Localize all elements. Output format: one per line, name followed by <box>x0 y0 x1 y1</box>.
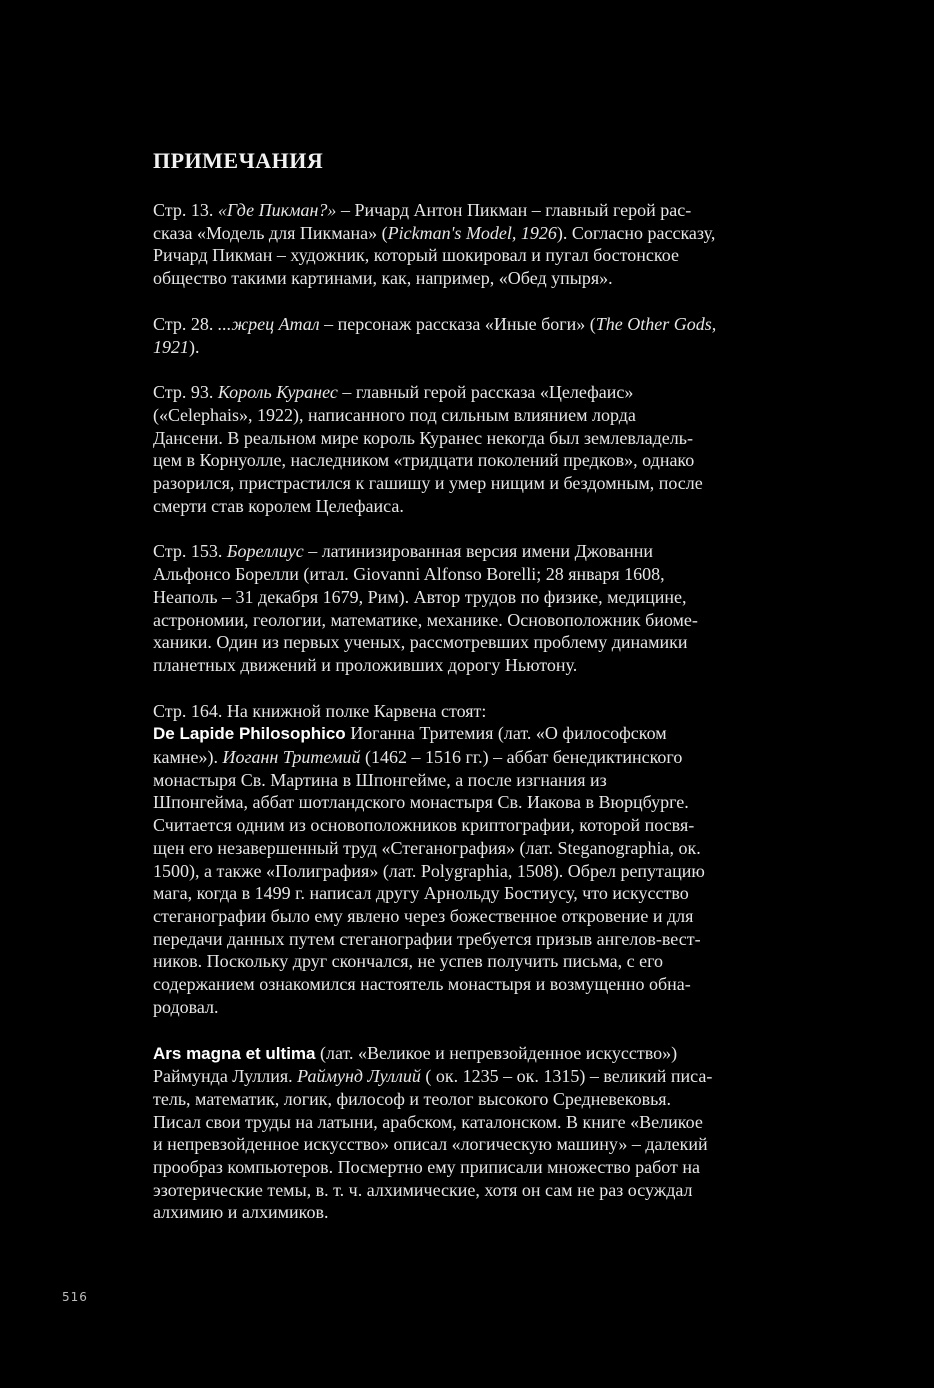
text-segment: ( ок. 1235 – ок. 1315) – великий писа- <box>420 1066 713 1087</box>
text-line <box>153 1156 796 1179</box>
text-segment: – главный герой рассказа «Целефаис» <box>337 382 634 403</box>
note-paragraph <box>153 700 796 1019</box>
notes-list <box>153 199 796 1247</box>
italic-text: Pickman's Model, 1926 <box>387 222 557 243</box>
text-line <box>153 1065 796 1088</box>
text-segment: алхимию и алхимиков. <box>153 1202 329 1223</box>
text-segment: Стр. 93. <box>153 382 218 403</box>
text-line <box>153 244 796 267</box>
text-segment: прообраз компьютеров. Посмертно ему приписали множество работ на <box>153 1157 700 1178</box>
text-line <box>153 791 796 814</box>
text-line <box>153 472 796 495</box>
text-segment: Дансени. В реальном мире король Куранес некогда был землевладель- <box>153 427 693 448</box>
text-segment: сказа «Модель для Пикмана» ( <box>153 222 388 243</box>
text-segment: ). Согласно рассказу, <box>556 222 716 243</box>
text-line <box>153 700 796 723</box>
text-segment: Писал свои труды на латыни, арабском, каталонском. В книге «Великое <box>153 1111 703 1132</box>
text-line <box>153 654 796 677</box>
text-segment: планетных движений и проложивших дорогу Ньютону. <box>153 654 578 675</box>
italic-text: ...жрец Атал <box>217 313 320 334</box>
text-line <box>153 586 796 609</box>
text-segment: (лат. «Великое и непревзойденное искусство») <box>315 1042 678 1063</box>
text-segment: и непревзойденное искусство» описал «логическую машину» – далекий <box>153 1134 708 1155</box>
note-paragraph <box>153 381 796 517</box>
text-line <box>153 973 796 996</box>
text-line <box>153 905 796 928</box>
text-segment: («Celephais», 1922), написанного под сильным влиянием лорда <box>153 404 636 425</box>
text-line <box>153 950 796 973</box>
bold-title: De Lapide Philosophico <box>153 724 346 744</box>
text-line <box>153 1179 796 1202</box>
text-segment: Раймунда Луллия. <box>153 1066 298 1087</box>
text-line <box>153 1111 796 1134</box>
text-segment: Альфонсо Борелли (итал. Giovanni Alfonso Borelli; 28 января 1608, <box>153 564 665 585</box>
text-line <box>153 563 796 586</box>
text-segment: камне»). <box>153 747 223 768</box>
text-line <box>153 1201 796 1224</box>
text-segment: Иоганна Тритемия (лат. «О философском <box>345 723 667 744</box>
text-segment: содержанием ознакомился настоятель монастыря и возмущенно обна- <box>153 974 691 995</box>
text-segment: цем в Корнуолле, наследником «тридцати поколений предков», однако <box>153 450 695 471</box>
italic-text: Иоганн Тритемий <box>222 747 361 768</box>
text-segment: Стр. 164. На книжной полке Карвена стоят: <box>153 700 487 721</box>
note-paragraph <box>153 540 796 676</box>
text-line <box>153 381 796 404</box>
text-segment: ханики. Один из первых ученых, рассмотревших проблему динамики <box>153 632 688 653</box>
text-line <box>153 928 796 951</box>
italic-text: «Где Пикман?» <box>217 200 337 220</box>
text-line <box>153 631 796 654</box>
text-segment: Ричард Пикман – художник, который шокировал и пугал бостонское <box>153 245 679 266</box>
text-segment: монастыря Св. Мартина в Шпонгейме, а после изгнания из <box>153 769 607 790</box>
italic-text: 1921 <box>153 336 189 357</box>
page-heading: ПРИМЕЧАНИЯ <box>153 148 324 173</box>
text-line <box>153 199 796 222</box>
text-line <box>153 540 796 563</box>
text-segment: передачи данных путем стеганографии требуется призыв ангелов-вест- <box>153 928 701 949</box>
text-segment: Неаполь – 31 декабря 1679, Рим). Автор трудов по физике, медицине, <box>153 586 687 607</box>
text-line <box>153 609 796 632</box>
text-line <box>153 1042 796 1066</box>
text-line <box>153 746 796 769</box>
text-segment: щен его незавершенный труд «Стеганография» (лат. Steganographia, ок. <box>153 837 701 858</box>
text-segment: – латинизированная версия имени Джованни <box>303 541 653 562</box>
text-line <box>153 882 796 905</box>
text-line <box>153 449 796 472</box>
text-line <box>153 837 796 860</box>
page-number: 516 <box>62 1290 88 1304</box>
text-segment: – Ричард Антон Пикман – главный герой рас- <box>336 200 692 220</box>
text-line <box>153 996 796 1019</box>
text-segment: астрономии, геологии, математике, механике. Основоположник биоме- <box>153 609 698 630</box>
italic-text: The Other Gods, <box>595 313 717 334</box>
text-line <box>153 860 796 883</box>
text-line <box>153 404 796 427</box>
text-segment: Стр. 28. <box>153 313 218 334</box>
note-paragraph <box>153 313 796 358</box>
text-segment: тель, математик, логик, философ и теолог высокого Средневековья. <box>153 1088 672 1109</box>
note-paragraph <box>153 199 796 290</box>
note-paragraph <box>153 1042 796 1225</box>
italic-text: Король Куранес <box>217 382 338 403</box>
text-segment: – персонаж рассказа «Иные боги» ( <box>319 313 596 334</box>
text-segment: эзотерические темы, в. т. ч. алхимические, хотя он сам не раз осуждал <box>153 1179 693 1200</box>
text-line <box>153 427 796 450</box>
text-segment: ). <box>189 336 200 357</box>
text-line <box>153 814 796 837</box>
text-segment: родовал. <box>153 996 219 1017</box>
text-line <box>153 336 796 359</box>
text-segment: 1500), а также «Полиграфия» (лат. Polygraphia, 1508). Обрел репутацию <box>153 860 705 881</box>
text-line <box>153 769 796 792</box>
text-segment: Стр. 153. <box>153 541 227 562</box>
text-segment: стеганографии было ему явлено через божественное откровение и для <box>153 905 694 926</box>
text-line <box>153 222 796 245</box>
text-segment: (1462 – 1516 гг.) – аббат бенедиктинского <box>360 747 683 768</box>
text-line <box>153 1088 796 1111</box>
text-line <box>153 267 796 290</box>
italic-text: Бореллиус <box>226 541 304 562</box>
text-line <box>153 495 796 518</box>
text-line <box>153 722 796 746</box>
text-segment: Стр. 13. <box>153 200 218 220</box>
text-segment: общество такими картинами, как, например, «Обед упыря». <box>153 268 613 289</box>
text-segment: смерти став королем Целефаиса. <box>153 495 404 516</box>
text-segment: мага, когда в 1499 г. написал другу Арнольду Бостиусу, что искусство <box>153 883 689 904</box>
bold-title: Ars magna et ultima <box>153 1043 316 1063</box>
text-line <box>153 313 796 336</box>
text-segment: разорился, пристрастился к гашишу и умер нищим и бездомным, после <box>153 473 703 494</box>
text-segment: Считается одним из основоположников криптографии, которой посвя- <box>153 815 695 836</box>
text-segment: ников. Поскольку друг скончался, не успев получить письма, с его <box>153 951 664 972</box>
italic-text: Раймунд Луллий <box>297 1066 421 1087</box>
text-line <box>153 1133 796 1156</box>
text-segment: Шпонгейма, аббат шотландского монастыря Св. Иакова в Вюрцбурге. <box>153 792 689 813</box>
